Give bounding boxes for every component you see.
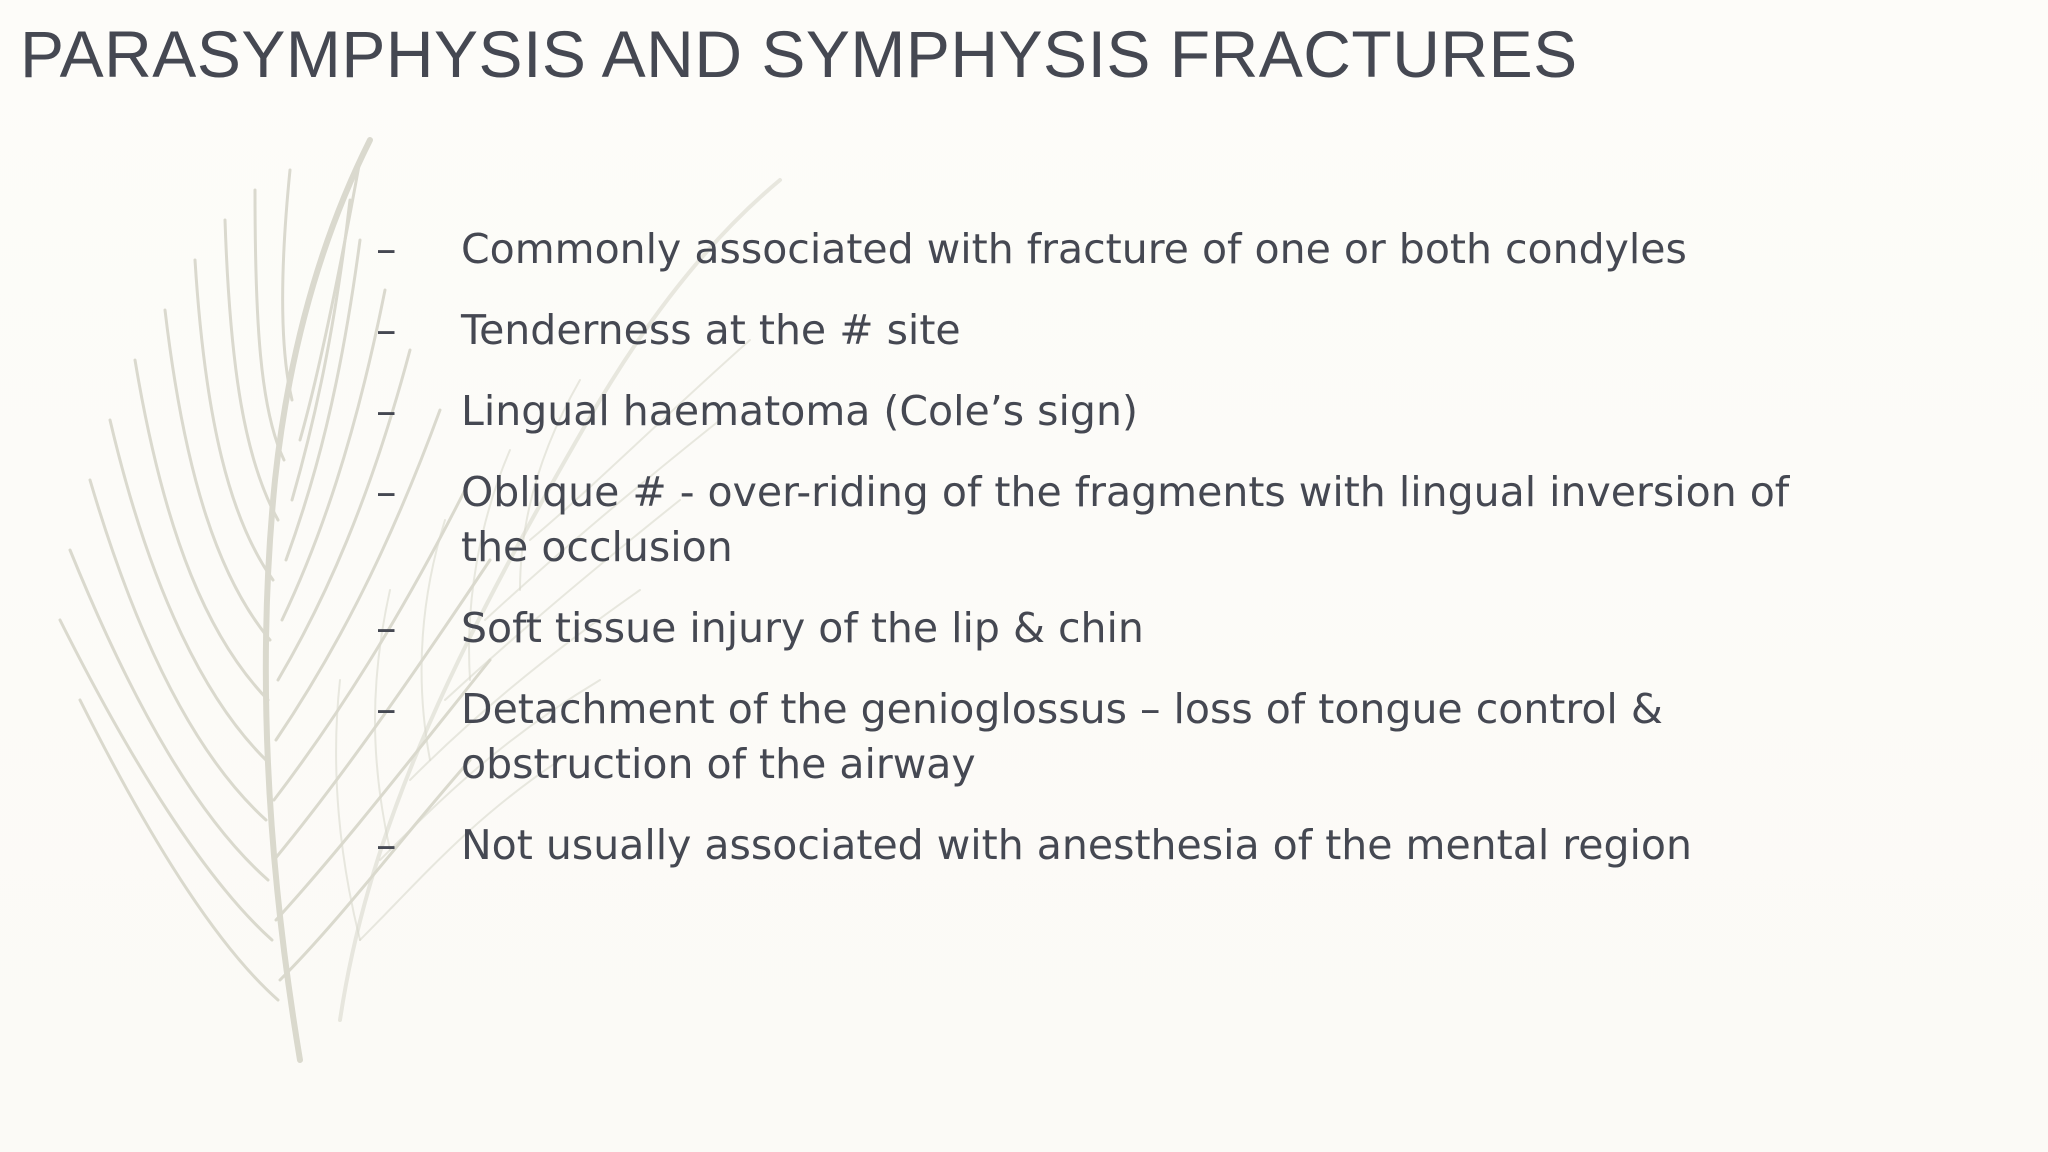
bullet-text: Detachment of the genioglossus – loss of tongue control & obstruction of the airway [461, 685, 1663, 788]
dash-marker: – [376, 468, 397, 516]
bullet-list [376, 222, 1856, 899]
list-item [376, 303, 1856, 358]
bullet-text: Lingual haematoma (Cole’s sign) [461, 387, 1138, 435]
list-item [376, 601, 1856, 656]
bullet-text: Soft tissue injury of the lip & chin [461, 604, 1144, 652]
bullet-text: Not usually associated with anesthesia of the mental region [461, 821, 1692, 869]
dash-marker: – [376, 685, 397, 733]
list-item [376, 384, 1856, 439]
dash-marker: – [376, 387, 397, 435]
bullet-text: Oblique # - over-riding of the fragments with lingual inversion of the occlusion [461, 468, 1790, 571]
dash-marker: – [376, 225, 397, 273]
list-item [376, 222, 1856, 277]
list-item [376, 682, 1856, 792]
slide-title: PARASYMPHYSIS AND SYMPHYSIS FRACTURES [20, 17, 1578, 91]
list-item [376, 465, 1856, 575]
bullet-text: Tenderness at the # site [461, 306, 961, 354]
bullet-text: Commonly associated with fracture of one or both condyles [461, 225, 1687, 273]
dash-marker: – [376, 604, 397, 652]
dash-marker: – [376, 821, 397, 869]
list-item [376, 818, 1856, 873]
dash-marker: – [376, 306, 397, 354]
